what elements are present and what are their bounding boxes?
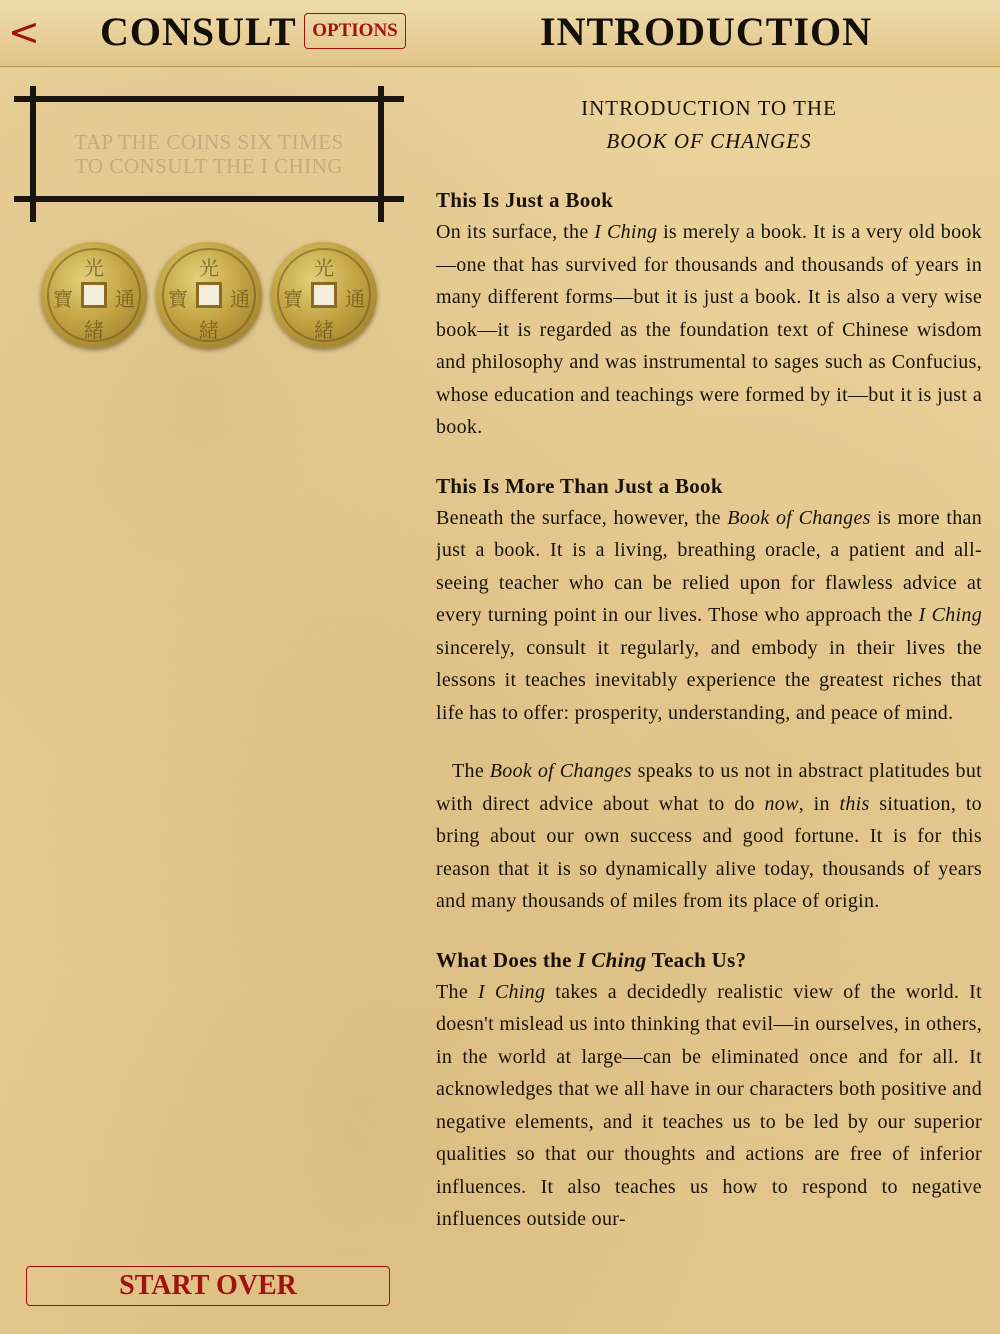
top-bar bbox=[0, 0, 1000, 67]
coin-glyph-top: 光 bbox=[84, 256, 104, 280]
consult-title: CONSULT bbox=[100, 9, 297, 54]
document-title bbox=[436, 92, 982, 158]
document-title-line-2: BOOK OF CHANGES bbox=[606, 129, 812, 153]
text-run: Teach Us? bbox=[646, 947, 747, 972]
coin-square-hole bbox=[196, 282, 222, 308]
text-run: is more than just a book. It is a living, breathing oracle, a patient and all-seeing teacher who can be relied upon for flawless advice at every turning point in our lives. Those who approach the bbox=[436, 506, 982, 626]
coin-glyph-right: 通 bbox=[345, 287, 365, 311]
coin-glyph-left: 寶 bbox=[53, 287, 73, 311]
italic-run: now bbox=[764, 792, 799, 815]
italic-run: I Ching bbox=[577, 947, 647, 972]
coin-glyph-left: 寶 bbox=[283, 287, 303, 311]
coin-glyph-left: 寶 bbox=[168, 287, 188, 311]
options-button[interactable]: OPTIONS bbox=[304, 13, 406, 49]
text-run: is merely a book. It is a very old book—one that has survived for thousands and thousands of years in many different forms—but it is just a book. It is also a very wise book—it is regarded as the foundation text of Chinese wisdom and philosophy and was instrumental to sages such as Confucius, whose education and teachings were formed by it—but it is just a book. bbox=[436, 221, 982, 438]
italic-run: this bbox=[839, 792, 870, 815]
start-over-button[interactable]: START OVER bbox=[26, 1266, 390, 1306]
text-run: takes a decidedly realistic view of the world. It doesn't mislead us into thinking that evil—in ourselves, in others, in the world at large—can be eliminated once and for all. It acknowledges that we all have in our characters both positive and negative elements, and it teaches us to be led by our superior qualities so that our thoughts and actions are free of inferior influences. It also teaches us how to respond to negative influences outside our- bbox=[436, 980, 982, 1230]
text-run: , in bbox=[798, 792, 840, 815]
introduction-title: INTRODUCTION bbox=[540, 9, 873, 54]
text-run: sincerely, consult it regularly, and embody in their lives the lessons it teaches inevitably experience the greatest riches that life has to offer: prosperity, understanding, and peace of mind. bbox=[436, 636, 982, 724]
italic-run: I Ching bbox=[918, 604, 982, 626]
coin-glyph-bottom: 緒 bbox=[199, 318, 219, 342]
italic-run: I Ching bbox=[594, 221, 658, 243]
coin-1[interactable] bbox=[41, 242, 147, 348]
coin-glyph-top: 光 bbox=[314, 256, 334, 280]
text-run: The bbox=[436, 980, 478, 1003]
instruction-line-1: TAP THE COINS SIX TIMES bbox=[74, 130, 344, 154]
coin-glyph-right: 通 bbox=[115, 287, 135, 311]
coin-glyph-bottom: 緒 bbox=[314, 318, 334, 342]
instruction-text bbox=[44, 130, 374, 178]
text-run: The bbox=[452, 760, 490, 782]
coin-square-hole bbox=[311, 282, 337, 308]
back-chevron-icon[interactable]: < bbox=[8, 10, 40, 54]
italic-run: I Ching bbox=[477, 980, 546, 1003]
text-run: Beneath the surface, however, the bbox=[436, 506, 728, 529]
text-run: situation, to bring about our own success and good fortune. It is for this reason that it is so dynamically alive today, thousands of years and many thousands of miles from its place of origin. bbox=[436, 792, 982, 912]
coin-glyph-bottom: 緒 bbox=[84, 318, 104, 342]
instruction-frame bbox=[14, 86, 404, 222]
text-run: speaks to us not in abstract platitudes but with direct advice about what to do bbox=[436, 760, 982, 815]
text-run: On its surface, the bbox=[436, 221, 595, 243]
italic-run: Book of Changes bbox=[489, 760, 632, 782]
italic-run: Book of Changes bbox=[727, 506, 871, 529]
instruction-line-2: TO CONSULT THE I CHING bbox=[74, 154, 344, 178]
section-heading-more-than-a-book: This Is More Than Just a Book bbox=[436, 473, 723, 498]
coin-glyph-right: 通 bbox=[230, 287, 250, 311]
coin-glyph-top: 光 bbox=[199, 256, 219, 280]
coin-2[interactable] bbox=[156, 242, 262, 348]
paragraph-what-does-it-teach bbox=[436, 976, 982, 1236]
consult-pane bbox=[0, 66, 420, 1334]
coin-3[interactable] bbox=[271, 242, 377, 348]
section-heading-just-a-book: This Is Just a Book bbox=[436, 188, 614, 212]
text-run: What Does the bbox=[436, 947, 578, 972]
paragraph-just-a-book bbox=[436, 216, 982, 444]
paragraph-more-than-a-book bbox=[436, 502, 982, 730]
introduction-document[interactable] bbox=[436, 66, 982, 1334]
document-title-line-1: INTRODUCTION TO THE bbox=[581, 96, 837, 120]
coin-square-hole bbox=[81, 282, 107, 308]
paragraph-speaks-to-us bbox=[436, 755, 982, 918]
section-heading-what-does-it-teach bbox=[436, 944, 982, 976]
